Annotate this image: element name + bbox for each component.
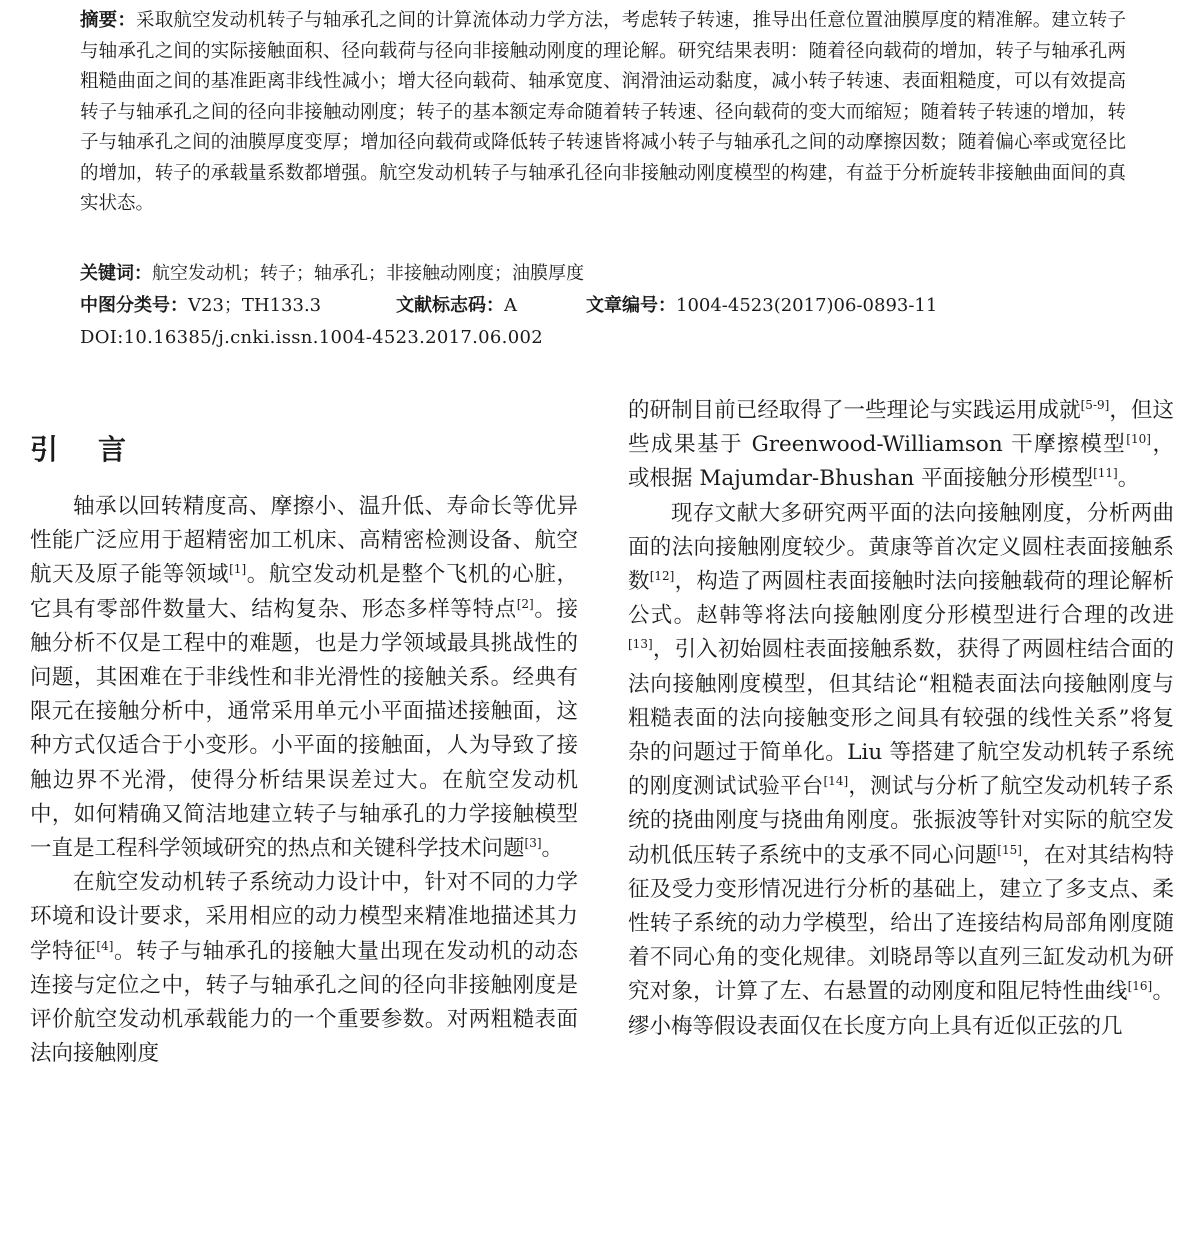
para-text: 。接触分析不仅是工程中的难题，也是力学领域最具挑战性的问题，其困难在于非线性和非光滑性的接触关系。经典有限元在接触分析中，通常采用单元小平面描述接触面，这种方式仅适合于小变形。小平面的接触面，人为导致了接触边界不光滑，使得分析结果误差过大。在航空发动机中，如何精确又简洁地建立转子与轴承孔的力学接触模型一直是工程科学领域研究的热点和关键科学技术问题 <box>30 596 578 862</box>
abstract-label: 摘要： <box>80 10 137 31</box>
citation-ref: [14] <box>823 774 849 789</box>
intro-paragraph-1 <box>30 490 578 866</box>
para-text: ，构造了两圆柱表面接触时法向接触载荷的理论解析公式。赵韩等将法向接触刚度分形模型进行合理的改进 <box>628 569 1174 629</box>
citation-ref: [10] <box>1126 432 1151 447</box>
para-text: 。 <box>541 836 564 862</box>
citation-ref: [4] <box>96 938 114 953</box>
para-text: ，引入初始圆柱表面接触系数，获得了两圆柱结合面的法向接触刚度模型，但其结论“粗糙表面法向接触刚度与粗糙表面的法向接触变形之间具有较强的线性关系”将复杂的问题过于简单化。Liu 等搭建了航空发动机转子系统的刚度测试试验平台 <box>628 637 1174 800</box>
keywords-line <box>80 258 1126 290</box>
clc-label: 中图分类号： <box>80 295 188 316</box>
para-text: 现存文献大多研究两平面的法向接触刚度，分析两曲面的法向接触刚度较少。黄康等首次定义圆柱表面接触系数 <box>628 500 1174 595</box>
keywords-text: 航空发动机；转子；轴承孔；非接触动刚度；油膜厚度 <box>152 263 584 284</box>
para-text: 。 <box>1117 466 1140 492</box>
doc-code-label: 文献标志码： <box>396 295 504 316</box>
article-no-value: 1004-4523(2017)06-0893-11 <box>676 295 938 316</box>
citation-ref: [16] <box>1127 979 1153 994</box>
para-text: 在航空发动机转子系统动力设计中，针对不同的力学环境和设计要求，采用相应的动力模型来精准地描述其力学特征 <box>30 870 578 964</box>
intro-paragraph-3 <box>628 497 1174 1044</box>
doc-code-value: A <box>504 295 517 316</box>
para-text: ，或根据 Majumdar-Bhushan 平面接触分形模型 <box>628 432 1174 492</box>
intro-paragraph-continued <box>628 394 1174 497</box>
article-no-label: 文章编号： <box>586 295 676 316</box>
left-column <box>30 394 578 1071</box>
citation-ref: [3] <box>524 835 542 850</box>
doi-line: DOI:10.16385/j.cnki.issn.1004-4523.2017.06.002 <box>80 327 543 348</box>
intro-paragraph-2 <box>30 866 578 1071</box>
citation-ref: [11] <box>1093 466 1118 481</box>
para-text: 。转子与轴承孔的接触大量出现在发动机的动态连接与定位之中，转子与轴承孔之间的径向非接触刚度是评价航空发动机承载能力的一个重要参数。对两粗糙表面法向接触刚度 <box>30 938 578 1067</box>
citation-ref: [5-9] <box>1080 397 1110 412</box>
clc-value: V23；TH133.3 <box>188 295 322 316</box>
classification-line <box>80 290 1126 322</box>
article-metadata <box>80 258 1126 354</box>
citation-ref: [2] <box>516 596 534 611</box>
citation-ref: [15] <box>997 842 1022 857</box>
abstract-text: 采取航空发动机转子与轴承孔之间的计算流体动力学方法，考虑转子转速，推导出任意位置油膜厚度的精准解。建立转子与轴承孔之间的实际接触面积、径向载荷与径向非接触动刚度的理论解。研究结果表明：随着径向载荷的增加，转子与轴承孔两粗糙曲面之间的基准距离非线性减小；增大径向载荷、轴承宽度、润滑油运动黏度，减小转子转速、表面粗糙度，可以有效提高转子与轴承孔之间的径向非接触动刚度；转子的基本额定寿命随着转子转速、径向载荷的变大而缩短；随着转子转速的增加，转子与轴承孔之间的油膜厚度变厚；增加径向载荷或降低转子转速皆将减小转子与轴承孔之间的动摩擦因数；随着偏心率或宽径比的增加，转子的承载量系数都增强。航空发动机转子与轴承孔径向非接触动刚度模型的构建，有益于分析旋转非接触曲面间的真实状态。 <box>80 10 1126 214</box>
para-text: 。缪小梅等假设表面仅在长度方向上具有近似正弦的几 <box>628 979 1174 1039</box>
right-column <box>628 394 1174 1044</box>
citation-ref: [12] <box>649 568 675 583</box>
abstract <box>80 6 1126 220</box>
article-no-cell <box>586 290 937 322</box>
clc-cell <box>80 290 396 322</box>
para-text: 的研制目前已经取得了一些理论与实践运用成就 <box>628 398 1081 423</box>
doc-code-cell <box>396 290 586 322</box>
para-text: 。航空发动机是整个飞机的心脏，它具有零部件数量大、结构复杂、形态多样等特点 <box>30 562 578 622</box>
para-text: ，在对其结构特征及受力变形情况进行分析的基础上，建立了多支点、柔性转子系统的动力学模型，给出了连接结构局部角刚度随着不同心角的变化规律。刘晓昂等以直列三缸发动机为研究对象，计算了左、右悬置的动刚度和阻尼特性曲线 <box>628 842 1174 1005</box>
citation-ref: [13] <box>628 637 653 652</box>
para-text: ，但这些成果基于 Greenwood-Williamson 干摩擦模型 <box>628 398 1174 458</box>
section-heading: 引言 <box>30 433 167 466</box>
citation-ref: [1] <box>229 562 247 577</box>
para-text: 轴承以回转精度高、摩擦小、温升低、寿命长等优异性能广泛应用于超精密加工机床、高精密检测设备、航空航天及原子能等领域 <box>30 494 578 588</box>
para-text: ，测试与分析了航空发动机转子系统的挠曲刚度与挠曲角刚度。张振波等针对实际的航空发动机低压转子系统中的支承不同心问题 <box>628 774 1174 868</box>
keywords-label: 关键词： <box>80 263 152 284</box>
